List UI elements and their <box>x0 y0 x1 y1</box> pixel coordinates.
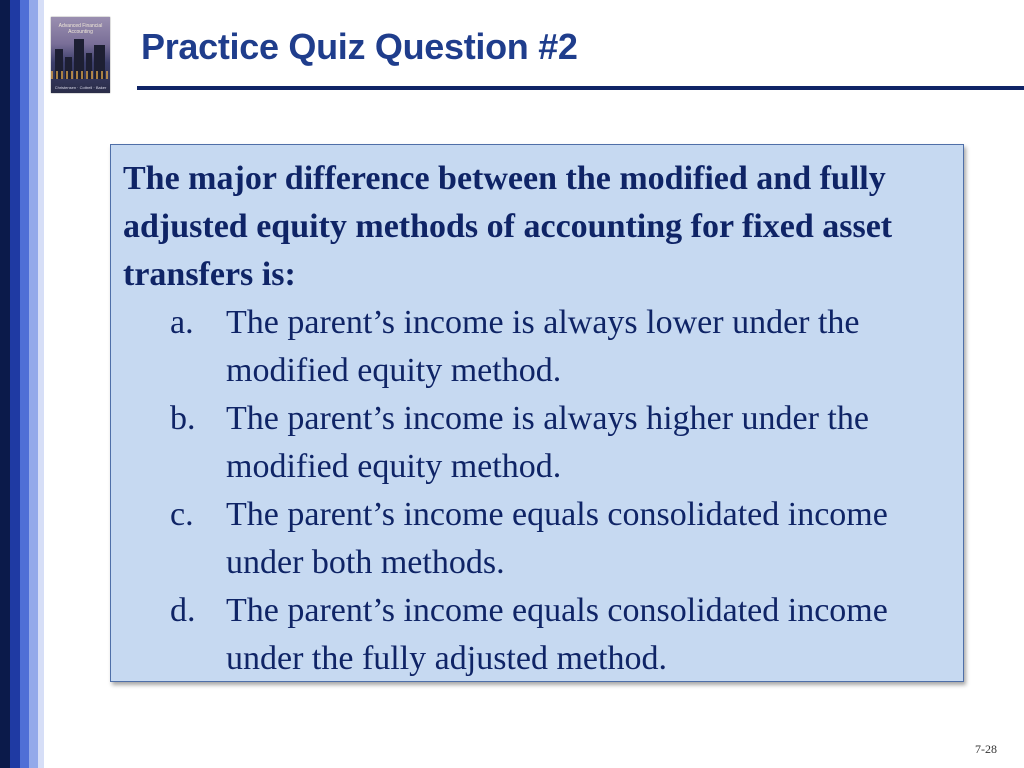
option-letter: a. <box>170 304 194 341</box>
decorative-stripe <box>10 0 20 768</box>
answer-option-d[interactable] <box>123 587 949 683</box>
quiz-box <box>110 144 964 682</box>
answer-options <box>123 299 949 683</box>
answer-option-a[interactable] <box>123 299 949 395</box>
cover-authors: Christensen · Cottrell · Baker <box>54 85 107 90</box>
page-number: 7-28 <box>975 742 997 756</box>
option-text: The parent’s income equals consolidated income under both methods. <box>226 496 888 581</box>
decorative-stripe <box>29 0 38 768</box>
cover-city-lights <box>51 71 110 79</box>
option-text: The parent’s income equals consolidated income under the fully adjusted method. <box>226 592 888 677</box>
decorative-stripe <box>20 0 29 768</box>
book-cover-image <box>51 17 110 93</box>
option-letter: b. <box>170 400 196 437</box>
question-text: The major difference between the modified and fully adjusted equity methods of accounting for fixed asset transfers is: <box>123 160 893 293</box>
decorative-stripe <box>38 0 44 768</box>
option-text: The parent’s income is always lower under the modified equity method. <box>226 304 860 389</box>
title-underline <box>137 86 1024 90</box>
cover-title: Advanced Financial Accounting <box>58 23 103 35</box>
option-text: The parent’s income is always higher under the modified equity method. <box>226 400 869 485</box>
answer-option-c[interactable] <box>123 491 949 587</box>
decorative-stripe <box>0 0 10 768</box>
answer-option-b[interactable] <box>123 395 949 491</box>
option-letter: c. <box>170 496 194 533</box>
option-letter: d. <box>170 592 196 629</box>
slide-title: Practice Quiz Question #2 <box>141 26 578 67</box>
